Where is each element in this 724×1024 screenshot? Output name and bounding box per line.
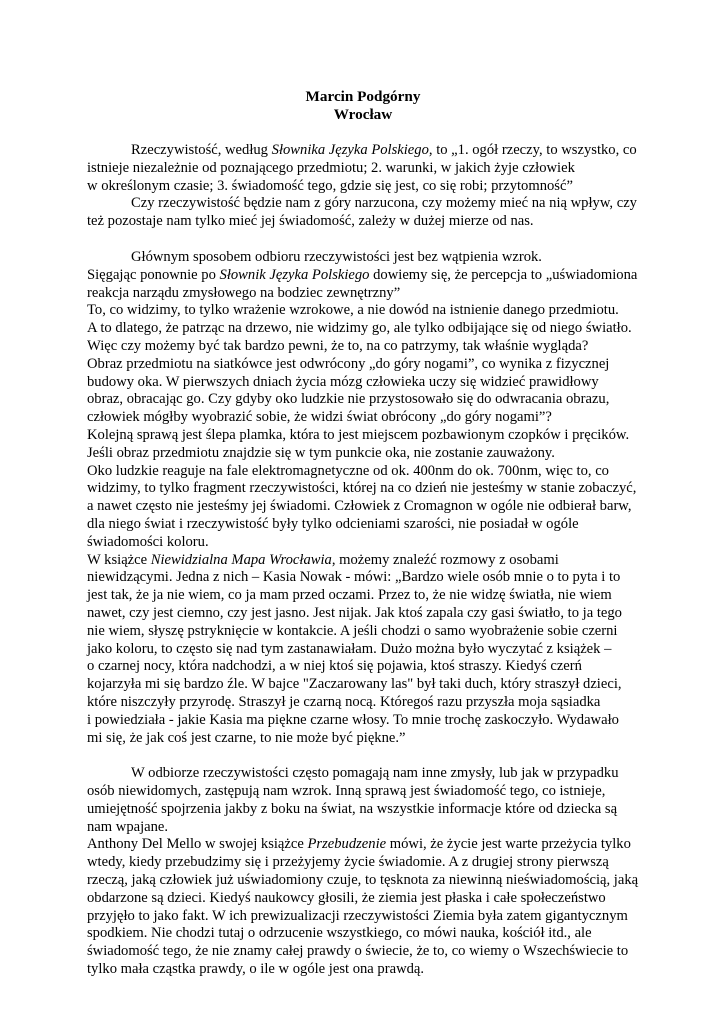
text-line: [87, 302, 639, 320]
text-line: [87, 213, 639, 231]
text-line: [87, 925, 639, 943]
text-run: widzimy, to tylko fragment rzeczywistości, której na co dzień nie jesteśmy w stanie zobaczyć,: [87, 480, 637, 497]
text-line: [87, 498, 639, 516]
text-line: [87, 641, 639, 659]
text-line: [87, 801, 639, 819]
text-line: [87, 178, 639, 196]
text-line: [87, 587, 639, 605]
document-header: [87, 88, 639, 124]
text-line: [87, 249, 639, 267]
text-run: tylko mała cząstka prawdy, o ile w ogóle jest ona prawdą.: [87, 961, 425, 978]
italic-title-text: Słownik Języka Polskiego: [219, 266, 370, 283]
text-run: Więc czy możemy być tak bardzo pewni, że to, na co patrzymy, tak właśnie wygląda?: [87, 337, 589, 354]
text-run: To, co widzimy, to tylko wrażenie wzrokowe, a nie dowód na istnienie danego przedmiotu.: [87, 302, 619, 319]
italic-title-text: Niewidzialna Mapa Wrocławia: [150, 551, 332, 568]
text-run: też pozostaje nam tylko mieć jej świadomość, zależy w dużej mierze od nas.: [87, 213, 534, 230]
text-run: obdarzone są dzieci. Kiedyś naukowcy głosili, że ziemia jest płaska i całe społeczeństwo: [87, 889, 606, 906]
text-run: osób niewidomych, zastępują nam wzrok. Inną sprawą jest świadomość tego, co istnieje,: [87, 783, 606, 800]
text-line: [87, 854, 639, 872]
text-line: [87, 658, 639, 676]
text-run: obraz, obracając go. Czy gdyby oko ludzkie nie przystosowało się do odwracania obrazu,: [87, 391, 610, 408]
text-run: reakcja narządu zmysłowego na bodziec zewnętrzny”: [87, 284, 401, 301]
text-line: [87, 285, 639, 303]
text-run: o czarnej nocy, która nadchodzi, a w niej ktoś się pojawia, ktoś straszy. Kiedyś czerń: [87, 658, 582, 675]
text-run: dowiemy się, że percepcja to „uświadomiona: [369, 266, 638, 283]
text-line: [87, 534, 639, 552]
text-run: W książce: [87, 551, 151, 568]
text-line: [87, 338, 639, 356]
text-line: [87, 694, 639, 712]
text-run: W odbiorze rzeczywistości często pomagają nam inne zmysły, lub jak w przypadku: [131, 765, 619, 782]
text-line: [87, 320, 639, 338]
text-run: jest tak, że ja nie wiem, co ja mam przed oczami. Przez to, że nie widzę światła, nie wiem: [87, 587, 612, 604]
text-line: [87, 819, 639, 837]
text-run: istnieje niezależnie od poznającego przedmiotu; 2. warunki, w jakich żyje człowiek: [87, 159, 575, 176]
text-run: Sięgając ponownie po: [87, 266, 220, 283]
text-line: [87, 142, 639, 160]
author-name: Marcin Podgórny: [305, 88, 421, 105]
text-line: [87, 712, 639, 730]
text-line: [87, 569, 639, 587]
text-run: A to dlatego, że patrząc na drzewo, nie widzimy go, ale tylko odbijające się od niego światło.: [87, 320, 632, 337]
text-run: a nawet często nie jesteśmy jej świadomi. Człowiek z Cromagnon w ogóle nie odbierał barw,: [87, 498, 632, 515]
text-line: [87, 516, 639, 534]
text-line: [87, 552, 639, 570]
text-line: [87, 463, 639, 481]
text-run: świadomość tego, że nie znamy całej prawdy o świecie, że to, co wiemy o Wszechświecie to: [87, 943, 629, 960]
text-line: [87, 890, 639, 908]
text-line: [87, 427, 639, 445]
text-line: [87, 605, 639, 623]
text-line: [87, 409, 639, 427]
text-run: człowiek mógłby wyobrazić sobie, że widzi świat obrócony „do góry nogami”?: [87, 409, 552, 426]
text-line: [87, 765, 639, 783]
text-line: [87, 356, 639, 374]
paragraph-gap: [87, 747, 639, 765]
text-run: i powiedziała - jakie Kasia ma piękne czarne włosy. To mnie trochę zaskoczyło. Wydawało: [87, 711, 619, 728]
document-page: [87, 88, 639, 979]
text-run: Głównym sposobem odbioru rzeczywistości jest bez wątpienia wzrok.: [131, 248, 542, 265]
italic-title-text: Przebudzenie: [307, 836, 387, 853]
text-run: , to „1. ogół rzeczy, to wszystko, co: [428, 142, 637, 158]
text-run: umiejętność spojrzenia jakby z boku na świat, na wszystkie informacje które od dziecka są: [87, 800, 618, 817]
text-line: [87, 195, 639, 213]
text-run: dla niego świat i rzeczywistość były tylko odcieniami szarości, nie posiadał w ogóle: [87, 515, 579, 532]
text-line: [87, 374, 639, 392]
text-run: nie wiem, słyszę pstryknięcie w kontakcie. A jeśli chodzi o samo wyobrażenie sobie czerni: [87, 622, 618, 639]
text-run: Anthony Del Mello w swojej książce: [87, 836, 308, 853]
text-run: , możemy znaleźć rozmowy z osobami: [331, 551, 559, 568]
text-line: [87, 391, 639, 409]
document-body: [87, 142, 639, 979]
text-line: [87, 623, 639, 641]
text-run: Czy rzeczywistość będzie nam z góry narzucona, czy możemy mieć na nią wpływ, czy: [131, 195, 637, 212]
text-line: [87, 836, 639, 854]
city-name: Wrocław: [333, 106, 393, 123]
text-run: mówi, że życie jest warte przeżycia tylko: [386, 836, 631, 853]
text-run: mi się, że jak coś jest czarne, to nie może być piękne.”: [87, 729, 406, 746]
italic-title-text: Słownika Języka Polskiego: [271, 142, 429, 158]
text-run: kojarzyła mi się bardzo źle. W bajce "Zaczarowany las" był taki duch, który straszył dzieci,: [87, 676, 622, 693]
text-line: [87, 908, 639, 926]
text-run: Jeśli obraz przedmiotu znajdzie się w tym punkcie oka, nie zostanie zauważony.: [87, 444, 555, 461]
text-run: przyjęło to jako fakt. W ich prewizualizacji rzeczywistości Ziemia była zatem gigantycznym: [87, 907, 628, 924]
text-run: Rzeczywistość, według: [131, 142, 272, 158]
text-run: nam wpajane.: [87, 818, 169, 835]
text-line: [87, 943, 639, 961]
text-run: świadomości koloru.: [87, 533, 209, 550]
text-run: w określonym czasie; 3. świadomość tego, gdzie się jest, co się robi; przytomność”: [87, 177, 573, 194]
text-line: [87, 961, 639, 979]
text-run: rzeczą, jaką człowiek już uświadomiony czuje, to tęsknota za niewinną nieświadomością, jaką: [87, 872, 639, 889]
text-line: [87, 783, 639, 801]
text-run: Oko ludzkie reaguje na fale elektromagnetyczne od ok. 400nm do ok. 700nm, więc to, co: [87, 462, 609, 479]
text-run: niewidzącymi. Jedna z nich – Kasia Nowak - mówi: „Bardzo wiele osób mnie o to pyta i to: [87, 569, 621, 586]
text-line: [87, 480, 639, 498]
text-line: [87, 730, 639, 748]
text-line: [87, 676, 639, 694]
text-run: spodkiem. Nie chodzi tutaj o odrzucenie wszystkiego, co mówi nauka, kościół itd., ale: [87, 925, 592, 942]
text-line: [87, 872, 639, 890]
text-line: [87, 267, 639, 285]
paragraph-gap: [87, 231, 639, 249]
text-run: Obraz przedmiotu na siatkówce jest odwrócony „do góry nogami”, co wynika z fizycznej: [87, 355, 610, 372]
text-run: nawet, czy jest ciemno, czy jest jasno. Jest nijak. Jak ktoś zapala czy gasi światło, to ja tego: [87, 604, 622, 621]
text-run: które niszczyły przyrodę. Straszył je czarną nocą. Któregoś razu przyszła moja sąsiadka: [87, 693, 601, 710]
text-line: [87, 445, 639, 463]
text-run: wtedy, kiedy przebudzimy się i przeżyjemy życie świadomie. A z drugiej strony pierwszą: [87, 854, 609, 871]
text-run: Kolejną sprawą jest ślepa plamka, która to jest miejscem pozbawionym czopków i pręcików.: [87, 426, 630, 443]
text-run: jako koloru, to często się nad tym zastanawiałam. Dużo można było wyczytać z książek –: [87, 640, 612, 657]
text-run: budowy oka. W pierwszych dniach życia mózg człowieka uczy się widzieć prawidłowy: [87, 373, 599, 390]
text-line: [87, 160, 639, 178]
